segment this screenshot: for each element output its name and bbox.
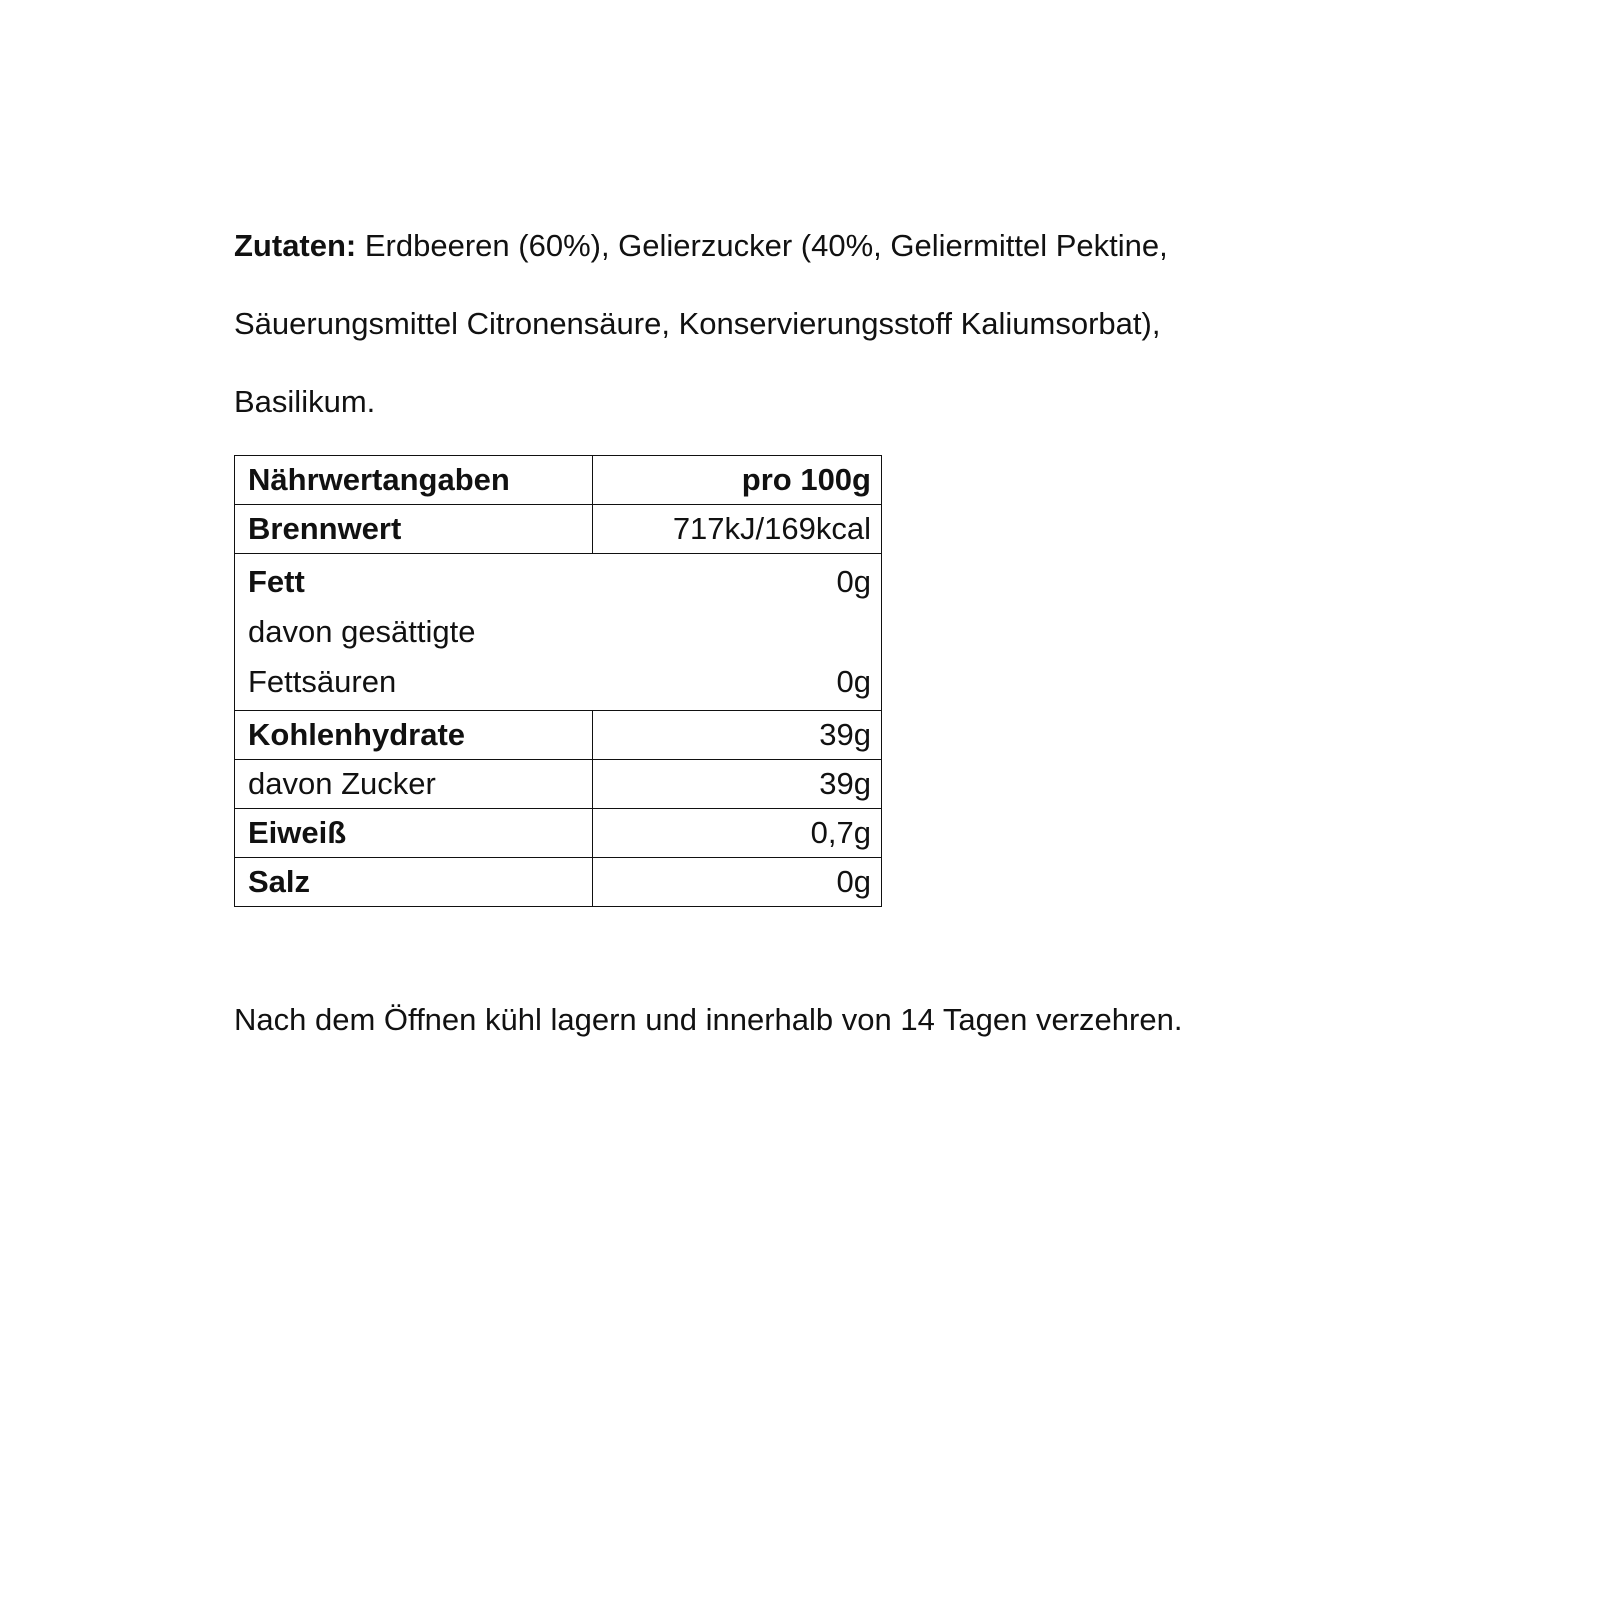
energy-value: 717kJ/169kcal [593, 505, 882, 554]
sugar-label: davon Zucker [235, 760, 593, 809]
carbs-value: 39g [593, 711, 882, 760]
saturated-label-2: Fettsäuren [248, 664, 397, 699]
sugar-value: 39g [593, 760, 882, 809]
nutrition-header-label: Nährwertangaben [235, 456, 593, 505]
protein-label: Eiweiß [235, 809, 593, 858]
nutrition-table [234, 455, 882, 907]
storage-note: Nach dem Öffnen kühl lagern und innerhalb von 14 Tagen verzehren. [234, 1002, 1183, 1037]
protein-value: 0,7g [593, 809, 882, 858]
table-row-energy [235, 505, 882, 554]
table-row-protein [235, 809, 882, 858]
fat-label: Fett [248, 564, 305, 599]
saturated-line-1 [248, 607, 871, 657]
salt-value: 0g [593, 858, 882, 907]
carbs-label: Kohlenhydrate [235, 711, 593, 760]
table-row-fat [235, 554, 882, 711]
nutrition-header-value: pro 100g [593, 456, 882, 505]
saturated-line-2 [248, 657, 871, 707]
table-row-sugar [235, 760, 882, 809]
salt-label: Salz [235, 858, 593, 907]
ingredients-line-2: Säuerungsmittel Citronensäure, Konservierungsstoff Kaliumsorbat), [234, 306, 1161, 341]
ingredients-label: Zutaten: [234, 228, 357, 263]
ingredients-line-1 [234, 226, 1168, 266]
table-row-carbs [235, 711, 882, 760]
fat-cell [235, 554, 882, 711]
energy-label: Brennwert [235, 505, 593, 554]
ingredients-text-1: Erdbeeren (60%), Gelierzucker (40%, Geliermittel Pektine, [356, 228, 1168, 263]
fat-value: 0g [836, 564, 871, 599]
table-row-salt [235, 858, 882, 907]
fat-line [248, 557, 871, 607]
saturated-value: 0g [836, 664, 871, 699]
table-row-header [235, 456, 882, 505]
saturated-label-1: davon gesättigte [248, 614, 476, 649]
ingredients-line-3: Basilikum. [234, 384, 376, 419]
